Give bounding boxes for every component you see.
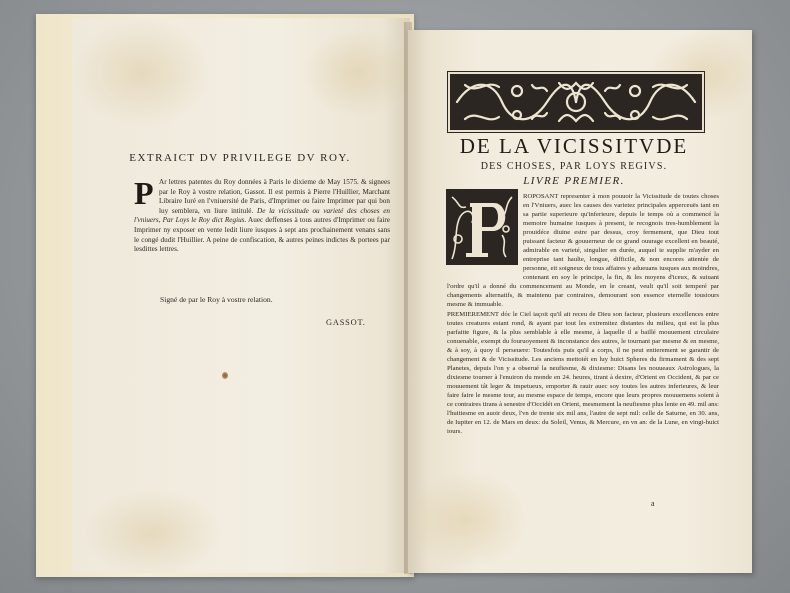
chapter-paragraph-2: PREMIEREMENT dóc le Ciel iaçoit qu'il ait receu de Dieu son facteur, plusieurs excellences entre toutes creatures estant rond, & ayant par tout les extremitez distantes du milieu, qui est la plus parfaitte figure, & la plus semblable à elle mesme, à laquelle il a baillé mouuement circulaire conuenable, exempt du fouruoyement & inconstance des autres, le tournant par mesme & en mesme, & à soy, à quoy il perseuere: Toutesfois puis qu'il a corps, il ne peut entierement se garantir de changement & de Vicissitude. Les anciens mettoiét en luy huict Spheres du firmament & des sept Planetes, depuis l'on y a obserué la neufiesme, & dixiesme: Disans les nouueaux Astrologues, la dixiesme tourner à l'enuiron du monde en 24. heures, tirant à dextre, d'Orient en Occident, & par ce mouuement tât leger & impetueux, emporter & rauir auec soy toutes les autres inferieures, & leur faire faire le mesme tour, au mesme espace de temps, encore que leurs propres mouuemens soient à ce contraires tirans à senestre d'Occidét en Orient, mesmement la neufiesme plus lente en 49. mil ans: l'huitiesme en auoir deux, l'vn de trente six mil ans, l'autre de sept mil: celle de Saturne, en 30. ans, de Iupiter en 12. de Mars en deux: du Soleil, Venus, & Mercure, en vn an: de la Lune, en vingt-huict iours.: [447, 311, 719, 435]
chapter-text: [447, 192, 719, 436]
paper-stain: [408, 470, 528, 570]
signed-line: Signé de par le Roy à vostre relation.: [160, 295, 273, 304]
privilege-paragraph: Ar lettres patentes du Roy données à Paris le dixieme de May 1575. & signees par le Roy à vostre relation, Gassot. Il est permis à Pierre l'Huillier, Marchant Libraire Iuré en l'vniuersité de Paris, d'Imprimer ou faire Imprimer par qui bon luy semblera, vn liure intitulé.: [159, 178, 390, 215]
privilege-text: [134, 175, 390, 255]
initial-space: [447, 192, 523, 282]
paper-stain: [72, 18, 212, 128]
chapter-title: DE LA VICISSITVDE: [459, 134, 689, 158]
signature-mark: a: [651, 499, 655, 508]
paper-stain: [82, 488, 222, 573]
paper-stain: [302, 28, 410, 118]
book-title-italic: De la vicissitude ou varieté des choses en l'vniuers, Par Loys le Roy dict Regius.: [134, 206, 390, 225]
chapter-subtitle: DES CHOSES, PAR LOYS REGIVS.: [480, 161, 668, 172]
privilege-paragraph-end: Auec deffenses à tous autres d'Imprimer ou faire Imprimer ny exposer en vente ledit liure iusques à sept ans prochainement venans sans le congé dudit l'Huillier. A peine de confiscation, & autres peines indictes & portees par lesdittes lettres.: [134, 216, 390, 254]
privilege-title: EXTRAICT DV PRIVILEGE DV ROY.: [129, 152, 351, 164]
signature-gassot: GASSOT.: [326, 318, 366, 327]
paragraph-1-text: ROPOSANT representer à mon pouuoir la Vicissitude de toutes choses en l'Vniuers, auec les causes des varietez principales apperceuës tant en sa partie superieure qu'inferieure, depuis le temps où a commencé la memoire humaine iusques à present, ie recognois tres-humblement la prouidéce diuine estre par dessus, croy fermement, que Dieu tout puissant facteur & gouuerneur de ce grand ouurage excellent en beauté, admirable en varieté, singulier en durée, auquel ie supplie m'ayder en entreprise tant haulte, longue, difficile, & non encores attentée de personne, eit soigneux de tous affaires y adueuans iusques aux moindres, contenant en soy le principe, la fin, & les moyens d'iceux, & suiuant l'ordre qu'il a donné du commencement au Monde, en le creant, veult qu'il soit temperé par changements alternatifs, & maintenu par contraires, demourant son essence eternelle tousiours mesme & immuable.: [447, 193, 719, 308]
chapter-paragraph-1: [447, 192, 719, 309]
ink-spot: [222, 372, 228, 379]
ornamental-headpiece: [447, 71, 705, 133]
drop-cap-initial: P: [134, 175, 154, 211]
book-heading: LIVRE PREMIER.: [523, 175, 625, 187]
